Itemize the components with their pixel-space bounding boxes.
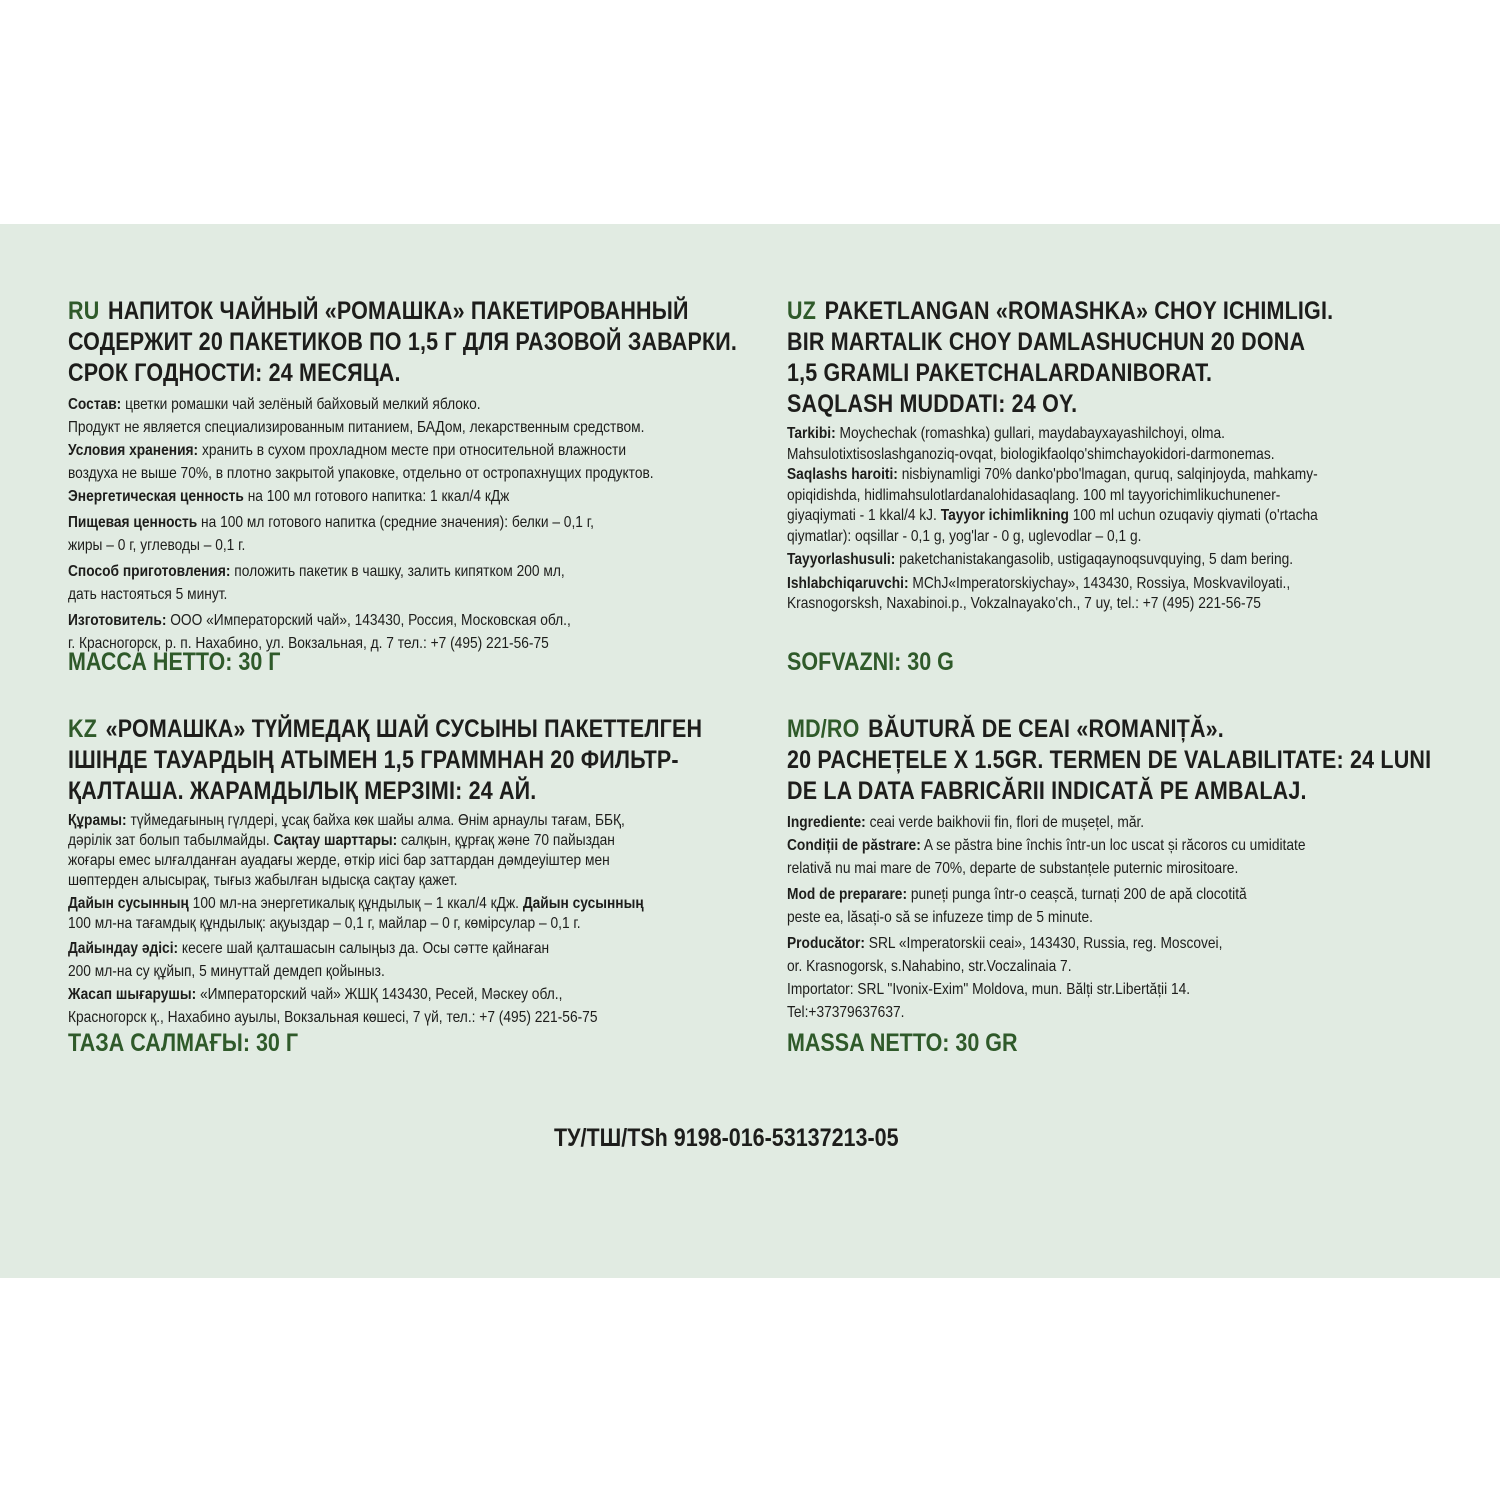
md-section [787, 714, 1467, 1024]
md-storage-text-2: relativă nu mai mare de 70%, departe de substanțele puternic mirositoare. [787, 860, 1239, 877]
md-title-line1: BĂUTURĂ DE CEAI «ROMANIȚĂ». [868, 715, 1224, 743]
uz-prep-label: Tayyorlashusuli: [787, 551, 896, 568]
kz-storage-label: Сақтау шарттары: [273, 832, 398, 849]
uz-maker-text-1: MChJ«Imperatorskiychay», 143430, Rossiya, Moskvaviloyati., [908, 574, 1291, 592]
uz-title-line2: BIR MARTALIK CHOY DAMLASHUCHUN 20 DONA [787, 328, 1306, 356]
uz-nutrition-label: Tayyor ichimlikning [940, 507, 1069, 524]
uz-title [787, 296, 1466, 420]
ru-title [68, 296, 747, 389]
ru-prep-text-2: дать настояться 5 минут. [68, 586, 228, 603]
kz-prep-text-1: кесеге шай қалташасын салыңыз да. Осы сәтте қайнаған [178, 940, 550, 957]
kz-nutrition-label: Дайын сусынның [522, 895, 644, 912]
uz-title-line1: PAKETLANGAN «ROMASHKA» CHOY ICHIMLIGI. [824, 297, 1334, 325]
uz-maker-label: Ishlabchiqaruvchi: [787, 574, 909, 592]
uz-maker-text-2: Krasnogorsksh, Naxabinoi.p., Vokzalnayako'ch., 7 uy, tel.: +7 (495) 221-56-75 [787, 595, 1261, 612]
kz-storage-text-2: жоғары емес ылғалданған ауадағы жерде, өткір иісі бар заттардан дәмдеуіштер мен [68, 852, 610, 869]
kz-title-line1: «РОМАШКА» ТҮЙМЕДАҚ ШАЙ СУСЫНЫ ПАКЕТТЕЛГЕН [105, 715, 703, 743]
md-maker-text-2: or. Krasnogorsk, s.Nahabino, str.Voczalinaia 7. [787, 958, 1072, 975]
ru-body [68, 393, 747, 655]
kz-title-line2: ІШІНДЕ ТАУАРДЫҢ АТЫМЕН 1,5 ГРАММНАН 20 ФИЛЬТР- [68, 746, 679, 774]
ru-storage-text-1: хранить в сухом прохладном месте при относительной влажности [198, 442, 627, 459]
ru-nutrition-text-1: на 100 мл готового напитка (средние значения): белки – 0,1 г, [197, 514, 594, 531]
kz-prep-label: Дайындау әдісі: [68, 940, 179, 957]
kz-maker-text-1: «Императорский чай» ЖШҚ 143430, Ресей, Мәскеу обл., [196, 986, 563, 1003]
kz-body [68, 811, 747, 1029]
ru-net-weight: МАССА НЕТТО: 30 Г [68, 648, 281, 676]
md-title [787, 714, 1466, 807]
ru-composition-label: Состав: [68, 396, 122, 413]
ru-title-line1: НАПИТОК ЧАЙНЫЙ «РОМАШКА» ПАКЕТИРОВАННЫЙ [108, 297, 689, 325]
kz-prep-text-2: 200 мл-на су құйып, 5 минуттай демдеп қойыныз. [68, 963, 385, 980]
uz-composition-label: Tarkibi: [787, 425, 836, 442]
kz-section [68, 714, 748, 1029]
uz-nutrition-text-2: qiymatlar): oqsillar - 0,1 g, yog'lar - 0 g, uglevodlar – 0,1 g. [787, 527, 1142, 545]
uz-storage-text-1: nisbiynamligi 70% danko'pbo'lmagan, quruq, salqinjoyda, mahkamy- [897, 466, 1318, 483]
md-lang-code: MD/RO [787, 715, 860, 743]
md-storage-label: Condiții de păstrare: [787, 837, 921, 854]
ru-nutrition-label: Пищевая ценность [68, 514, 198, 531]
ru-nutrition-text-2: жиры – 0 г, углеводы – 0,1 г. [68, 537, 246, 554]
uz-title-line4: SAQLASH MUDDATI: 24 OY. [787, 390, 1078, 418]
md-net-weight: MASSA NETTO: 30 GR [787, 1029, 1018, 1057]
kz-title-line3: ҚАЛТАША. ЖАРАМДЫЛЫҚ МЕРЗІМІ: 24 АЙ. [68, 777, 537, 805]
ru-storage-text-2: воздуха не выше 70%, в плотно закрытой упаковке, отдельно от остропахнущих продуктов. [68, 465, 654, 482]
md-title-line3: DE LA DATA FABRICĂRII INDICATĂ PE AMBALAJ. [787, 777, 1307, 805]
ru-lang-code: RU [68, 297, 100, 325]
kz-maker-label: Жасап шығарушы: [68, 986, 197, 1003]
uz-lang-code: UZ [787, 297, 817, 325]
uz-section [787, 296, 1467, 615]
md-composition-label: Ingrediente: [787, 814, 866, 831]
ru-title-line3: СРОК ГОДНОСТИ: 24 МЕСЯЦА. [68, 359, 401, 387]
md-composition-text: ceai verde baikhovii fin, flori de mușețel, măr. [865, 814, 1145, 831]
md-prep-text-1: puneți punga într-o ceașcă, turnați 200 de apă clocotită [907, 886, 1247, 903]
kz-nutrition-text: 100 мл-на тағамдық құндылық: ақуыздар – 0,1 г, майлар – 0 г, көмірсулар – 0,1 г. [68, 915, 581, 932]
ru-maker-text-2: г. Красногорск, р. п. Нахабино, ул. Вокзальная, д. 7 тел.: +7 (495) 221-56-75 [68, 635, 549, 652]
md-maker-label: Producător: [787, 935, 865, 952]
md-importer-text: Importator: SRL "Ivonix-Exim" Moldova, mun. Bălți str.Libertății 14. [787, 981, 1191, 998]
ru-storage-label: Условия хранения: [68, 442, 199, 459]
md-body [787, 811, 1466, 1024]
uz-energy-text: giyaqiymati - 1 kkal/4 kJ. [787, 507, 941, 524]
technical-standard: ТУ/ТШ/TSh 9198-016-53137213-05 [554, 1124, 899, 1152]
kz-composition-text-2: дәрілік зат болып табылмайды. [68, 832, 274, 849]
md-storage-text-1: A se păstra bine închis într-un loc uscat și răcoros cu umiditate [920, 837, 1306, 854]
ru-maker-label: Изготовитель: [68, 612, 167, 629]
uz-body [787, 424, 1466, 615]
uz-net-weight: SOFVAZNI: 30 G [787, 648, 954, 676]
ru-energy-label: Энергетическая ценность [68, 488, 244, 505]
ru-energy-text: на 100 мл готового напитка: 1 ккал/4 кДж [243, 488, 510, 505]
ru-disclaimer: Продукт не является специализированным питанием, БАДом, лекарственным средством. [68, 419, 645, 436]
kz-storage-text-3: шөптерден алысырақ, тығыз жабылған ыдысқа сақтау қажет. [68, 872, 458, 889]
uz-nutrition-text-1: 100 ml uchun ozuqaviy qiymati (o'rtacha [1068, 507, 1318, 524]
ru-section [68, 296, 748, 655]
ru-prep-label: Способ приготовления: [68, 563, 231, 580]
uz-composition-text: Moychechak (romashka) gullari, maydabayxayashilchoyi, olma. [835, 425, 1225, 442]
uz-disclaimer: Mahsulotixtisoslashganoziq-ovqat, biologikfaolqo'shimchayokidori-darmonemas. [787, 445, 1275, 463]
kz-maker-text-2: Красногорск қ., Нахабино ауылы, Вокзальная көшесі, 7 үй, тел.: +7 (495) 221-56-75 [68, 1009, 598, 1026]
uz-title-line3: 1,5 GRAMLI PAKETCHALARDANIBORAT. [787, 359, 1213, 387]
uz-storage-text-2: opiqidishda, hidlimahsulotlardanalohidasaqlang. 100 ml tayyorichimlikuchunener- [787, 486, 1281, 504]
uz-storage-label: Saqlashs haroiti: [787, 466, 898, 483]
kz-title [68, 714, 747, 807]
md-maker-text-1: SRL «Imperatorskii ceai», 143430, Russia, reg. Moscovei, [864, 935, 1223, 952]
uz-prep-text: paketchanistakangasolib, ustigaqaynoqsuvquying, 5 dam bering. [895, 551, 1294, 568]
md-prep-label: Mod de preparare: [787, 886, 908, 903]
ru-prep-text-1: положить пакетик в чашку, залить кипятком 200 мл, [230, 563, 565, 580]
md-phone-text: Tel:+37379637637. [787, 1004, 905, 1021]
kz-energy-text: 100 мл-на энергетикалық құндылық – 1 ккал/4 кДж. [188, 895, 523, 912]
kz-composition-label: Құрамы: [68, 812, 127, 829]
ru-maker-text-1: ООО «Императорский чай», 143430, Россия, Московская обл., [166, 612, 571, 629]
ru-title-line2: СОДЕРЖИТ 20 ПАКЕТИКОВ ПО 1,5 Г ДЛЯ РАЗОВОЙ ЗАВАРКИ. [68, 328, 738, 356]
kz-lang-code: KZ [68, 715, 98, 743]
md-title-line2: 20 PACHEȚELE X 1.5GR. TERMEN DE VALABILITATE: 24 LUNI [787, 746, 1432, 774]
kz-composition-text: түймедағының гүлдері, ұсақ байха көк шайы алма. Өнім арнаулы тағам, ББҚ, [126, 812, 625, 829]
kz-energy-label: Дайын сусынның [68, 895, 189, 912]
md-prep-text-2: peste ea, lăsați-o să se infuzeze timp de 5 minute. [787, 909, 1093, 926]
ru-composition-text: цветки ромашки чай зелёный байховый мелкий яблоко. [121, 396, 481, 413]
kz-net-weight: ТАЗА САЛМАҒЫ: 30 Г [68, 1029, 299, 1057]
kz-storage-text-1: салқын, құрғақ және 70 пайыздан [397, 832, 615, 849]
